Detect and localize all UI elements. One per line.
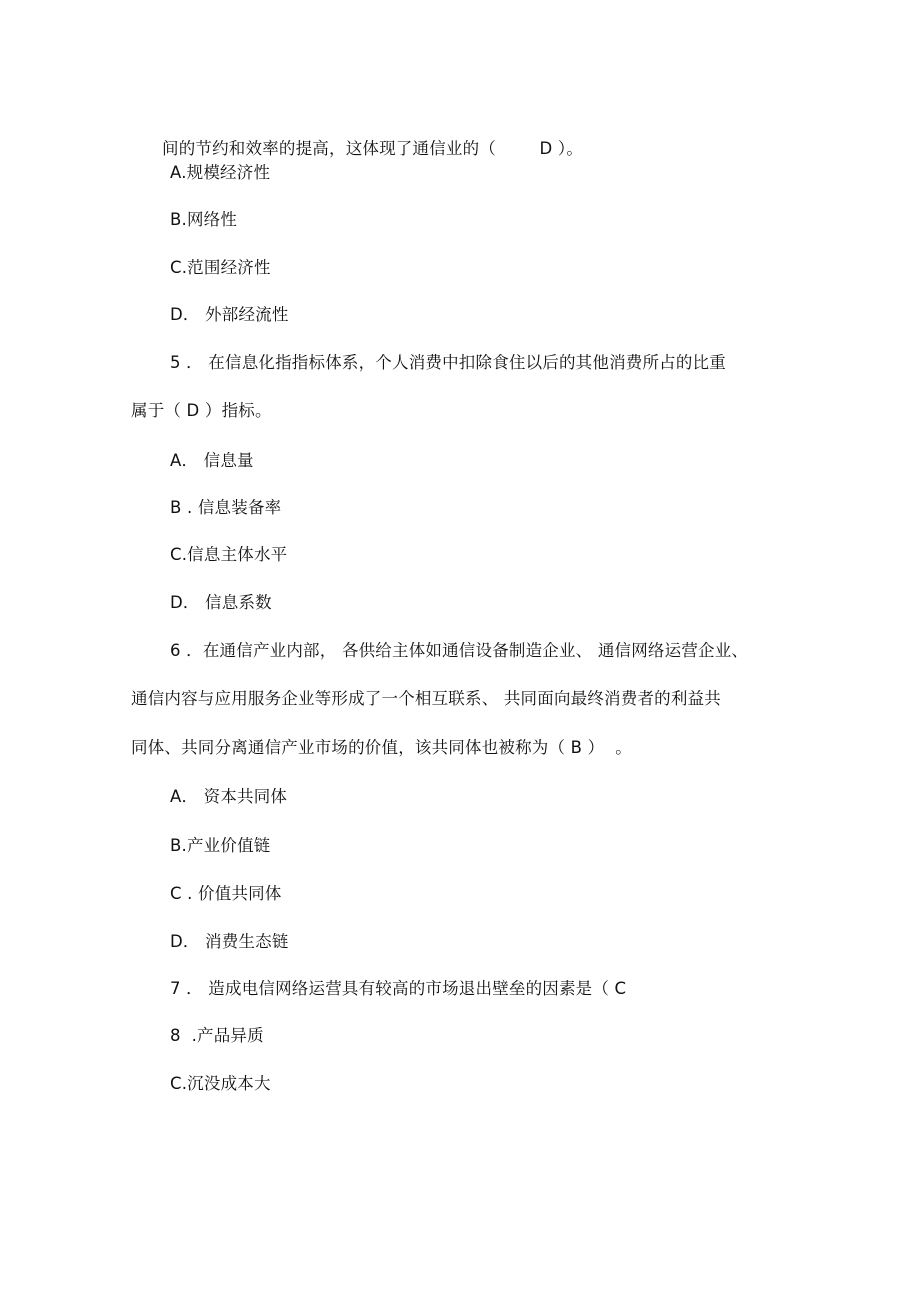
question-6-text-cont: 同体、共同分离通信产业市场的价值，该共同体也被称为（ B ） 。 bbox=[131, 738, 632, 757]
option-c: C.范围经济性 bbox=[170, 258, 271, 277]
text-line-intro: 间的节约和效率的提高，这体现了通信业的（ D ）。 bbox=[162, 139, 584, 158]
option-c: C.沉没成本大 bbox=[170, 1074, 271, 1093]
question-5-text-cont: 属于（ D ）指标。 bbox=[131, 401, 272, 420]
option-a: A． 资本共同体 bbox=[170, 787, 288, 806]
question-6-text-cont: 通信内容与应用服务企业等形成了一个相互联系、 共同面向最终消费者的利益共 bbox=[131, 689, 721, 708]
option-a: A． 信息量 bbox=[170, 451, 254, 470]
option-a: A.规模经济性 bbox=[170, 163, 271, 182]
option-d: D． 信息系数 bbox=[170, 593, 272, 612]
option-d: D． 外部经流性 bbox=[170, 305, 289, 324]
option-item: 8 .产品异质 bbox=[170, 1026, 264, 1045]
option-d: D． 消费生态链 bbox=[170, 932, 289, 951]
option-c: C.信息主体水平 bbox=[170, 545, 288, 564]
option-b: B . 信息装备率 bbox=[170, 498, 282, 517]
question-6-text: 6 ．在通信产业内部， 各供给主体如通信设备制造企业、 通信网络运营企业、 bbox=[170, 641, 749, 660]
question-5-text: 5 ． 在信息化指指标体系，个人消费中扣除食住以后的其他消费所占的比重 bbox=[170, 353, 726, 372]
question-7-text: 7 ． 造成电信网络运营具有较高的市场退出壁垒的因素是（ C bbox=[170, 979, 627, 998]
option-b: B.网络性 bbox=[170, 210, 238, 229]
option-b: B.产业价值链 bbox=[170, 836, 271, 855]
option-c: C . 价值共同体 bbox=[170, 884, 282, 903]
